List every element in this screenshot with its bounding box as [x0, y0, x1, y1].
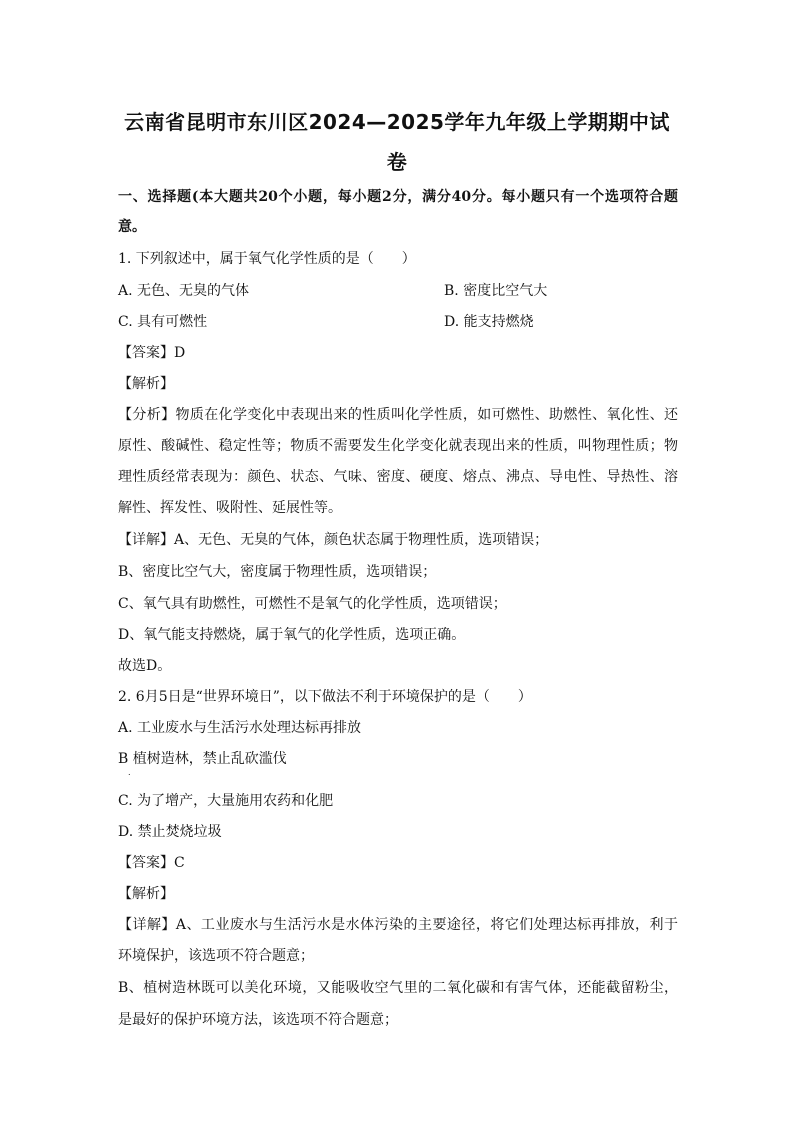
- document-title-line-2: 卷: [386, 150, 408, 174]
- question-2-option-c: C. 为了增产，大量施用农药和化肥: [118, 793, 334, 809]
- question-2-answer: 【答案】C: [118, 855, 185, 871]
- question-1-option-c: C. 具有可燃性: [118, 314, 208, 330]
- question-2-option-a: A. 工业废水与生活污水处理达标再排放: [118, 720, 362, 736]
- question-2-stem: 2. 6月5日是“世界环境日”，以下做法不利于环境保护的是（ ）: [118, 689, 532, 705]
- question-2-detail-line-3: B、植树造林既可以美化环境，又能吸收空气里的二氧化碳和有害气体，还能截留粉尘，: [118, 980, 678, 996]
- question-1-analysis-line-2: 原性、酸碱性、稳定性等；物质不需要发生化学变化就表现出来的性质，叫物理性质；物: [118, 438, 678, 454]
- question-2-detail-line-2: 环境保护，该选项不符合题意；: [118, 948, 314, 964]
- question-1-analysis-line-1: 【分析】物质在化学变化中表现出来的性质叫化学性质，如可燃性、助燃性、氧化性、还: [118, 407, 678, 423]
- document-title-line-1: 云南省昆明市东川区2024—2025学年九年级上学期期中试: [124, 110, 670, 134]
- question-1-detail-line-4: D、氧气能支持燃烧，属于氧气的化学性质，选项正确。: [118, 627, 466, 643]
- question-2-detail-line-1: 【详解】A、工业废水与生活污水是水体污染的主要途径，将它们处理达标再排放，利于: [118, 917, 678, 933]
- question-2-option-b-stray-dot: .: [128, 768, 131, 777]
- question-1-option-b: B. 密度比空气大: [444, 283, 548, 299]
- question-2-analysis-label: 【解析】: [118, 886, 174, 902]
- question-1-option-a: A. 无色、无臭的气体: [118, 283, 250, 299]
- section-heading-line-1: 一、选择题(本大题共20个小题，每小题2分，满分40分。每小题只有一个选项符合题: [118, 189, 678, 205]
- question-2-option-d: D. 禁止焚烧垃圾: [118, 824, 222, 840]
- question-2-option-b: B 植树造林，禁止乱砍滥伐: [118, 751, 287, 767]
- question-1-analysis-line-3: 理性质经常表现为：颜色、状态、气味、密度、硬度、熔点、沸点、导电性、导热性、溶: [118, 469, 678, 485]
- section-heading-line-2: 意。: [118, 219, 146, 235]
- question-1-analysis-line-4: 解性、挥发性、吸附性、延展性等。: [118, 500, 342, 516]
- question-1-stem: 1. 下列叙述中，属于氧气化学性质的是（ ）: [118, 251, 416, 267]
- question-1-analysis-label: 【解析】: [118, 376, 174, 392]
- question-1-option-d: D. 能支持燃烧: [444, 314, 534, 330]
- question-1-conclusion: 故选D。: [118, 658, 172, 674]
- question-1-detail-line-2: B、密度比空气大，密度属于物理性质，选项错误；: [118, 564, 437, 580]
- question-2-detail-line-4: 是最好的保护环境方法，该选项不符合题意；: [118, 1012, 398, 1028]
- question-1-detail-line-1: 【详解】A、无色、无臭的气体，颜色状态属于物理性质，选项错误；: [118, 532, 549, 548]
- question-1-answer: 【答案】D: [118, 345, 186, 361]
- question-1-detail-line-3: C、氧气具有助燃性，可燃性不是氧气的化学性质，选项错误；: [118, 596, 507, 612]
